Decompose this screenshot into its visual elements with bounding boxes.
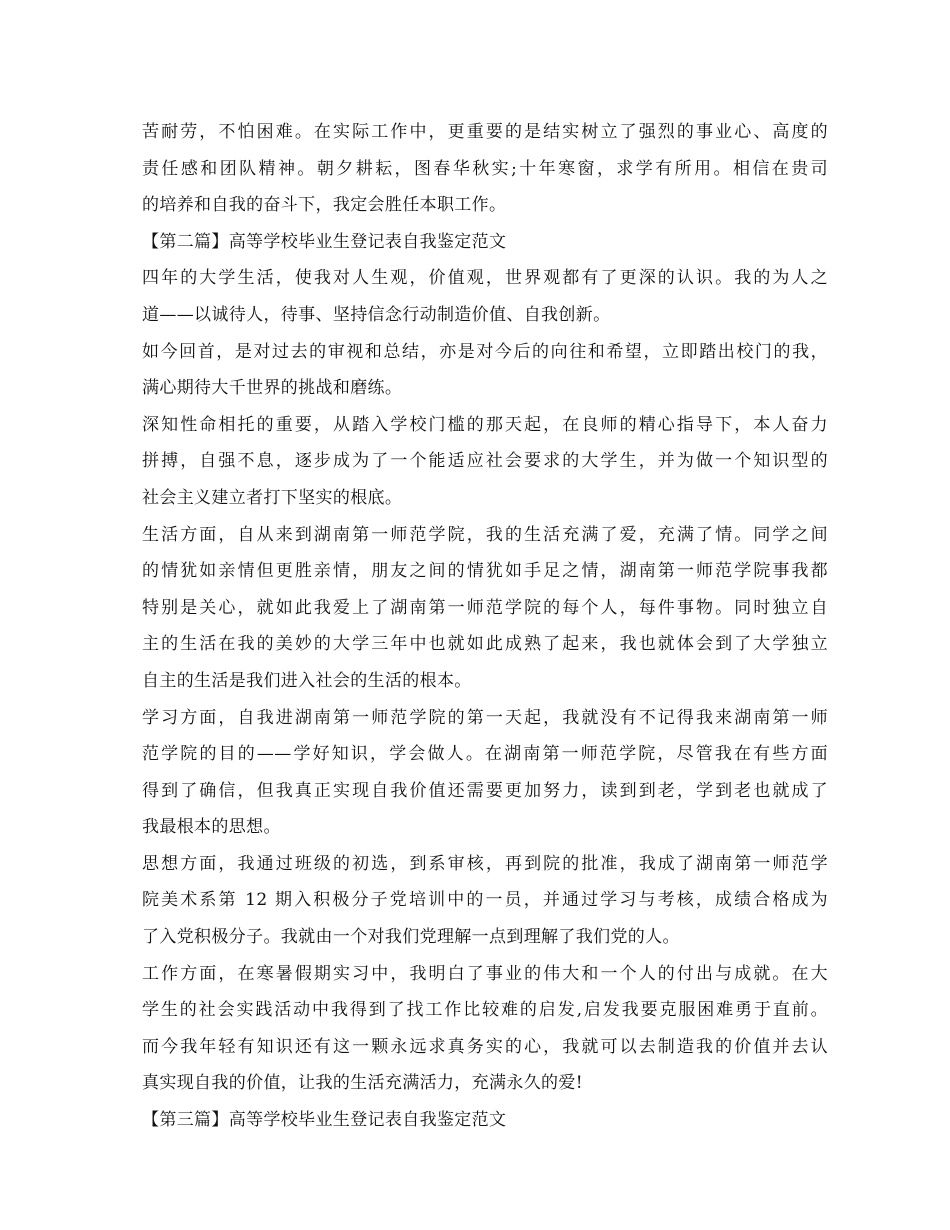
text-line: 特别是关心，就如此我爱上了湖南第一师范学院的每个人，每件事物。同时独立自 [142,597,828,618]
text-line: 范学院的目的——学好知识，学会做人。在湖南第一师范学院，尽管我在有些方面 [142,744,828,765]
text-line: 主的生活在我的美妙的大学三年中也就如此成熟了起来，我也就体会到了大学独立 [142,634,828,655]
text-line: 的情犹如亲情但更胜亲情，朋友之间的情犹如手足之情，湖南第一师范学院事我都 [142,561,828,582]
section-heading: 【第三篇】高等学校毕业生登记表自我鉴定范文 [142,1110,507,1131]
text-line: 深知性命相托的重要，从踏入学校门槛的那天起，在良师的精心指导下，本人奋力 [142,414,828,435]
text-line: 满心期待大千世界的挑战和磨练。 [142,378,403,399]
text-line: 得到了确信，但我真正实现自我价值还需要更加努力，读到到老，学到老也就成了 [142,780,828,801]
text-line: 了入党积极分子。我就由一个对我们党理解一点到理解了我们党的人。 [142,927,680,948]
text-line: 学习方面，自我进湖南第一师范学院的第一天起，我就没有不记得我来湖南第一师 [142,707,828,728]
text-line: 思想方面，我通过班级的初选，到系审核，再到院的批准，我成了湖南第一师范学 [142,853,828,874]
text-line: 苦耐劳，不怕困难。在实际工作中，更重要的是结实树立了强烈的事业心、高度的 [142,122,828,142]
text-line: 社会主义建立者打下坚实的根底。 [142,487,403,508]
document-body [142,114,828,1139]
text-line: 道——以诚待人，待事、坚持信念行动制造价值、自我创新。 [142,304,611,325]
text-line: 生活方面，自从来到湖南第一师范学院，我的生活充满了爱，充满了情。同学之间 [142,524,828,545]
text-line: 学生的社会实践活动中我得到了找工作比较难的启发,启发我要克服困难勇于直前。 [142,1000,828,1021]
text-line: 拼搏，自强不息，逐步成为了一个能适应社会要求的大学生，并为做一个知识型的 [142,451,828,472]
section-heading: 【第二篇】高等学校毕业生登记表自我鉴定范文 [142,231,507,252]
text-line: 自主的生活是我们进入社会的生活的根本。 [142,670,472,691]
text-line: 责任感和团队精神。朝夕耕耘，图春华秋实;十年寒窗，求学有所用。相信在贵司 [142,158,828,179]
text-line: 四年的大学生活，使我对人生观，价值观，世界观都有了更深的认识。我的为人之 [142,268,828,289]
text-line: 真实现自我的价值，让我的生活充满活力，充满永久的爱! [142,1073,583,1094]
text-line: 我最根本的思想。 [142,817,281,838]
text-line: 如今回首，是对过去的审视和总结，亦是对今后的向往和希望，立即踏出校门的我， [142,341,828,362]
text-line: 而今我年轻有知识还有这一颗永远求真务实的心，我就可以去制造我的价值并去认 [142,1036,828,1057]
text-line: 院美术系第 12 期入积极分子党培训中的一员，并通过学习与考核，成绩合格成为 [142,890,828,911]
text-line: 工作方面，在寒暑假期实习中，我明白了事业的伟大和一个人的付出与成就。在大 [142,963,828,984]
text-line: 的培养和自我的奋斗下，我定会胜任本职工作。 [142,195,507,216]
